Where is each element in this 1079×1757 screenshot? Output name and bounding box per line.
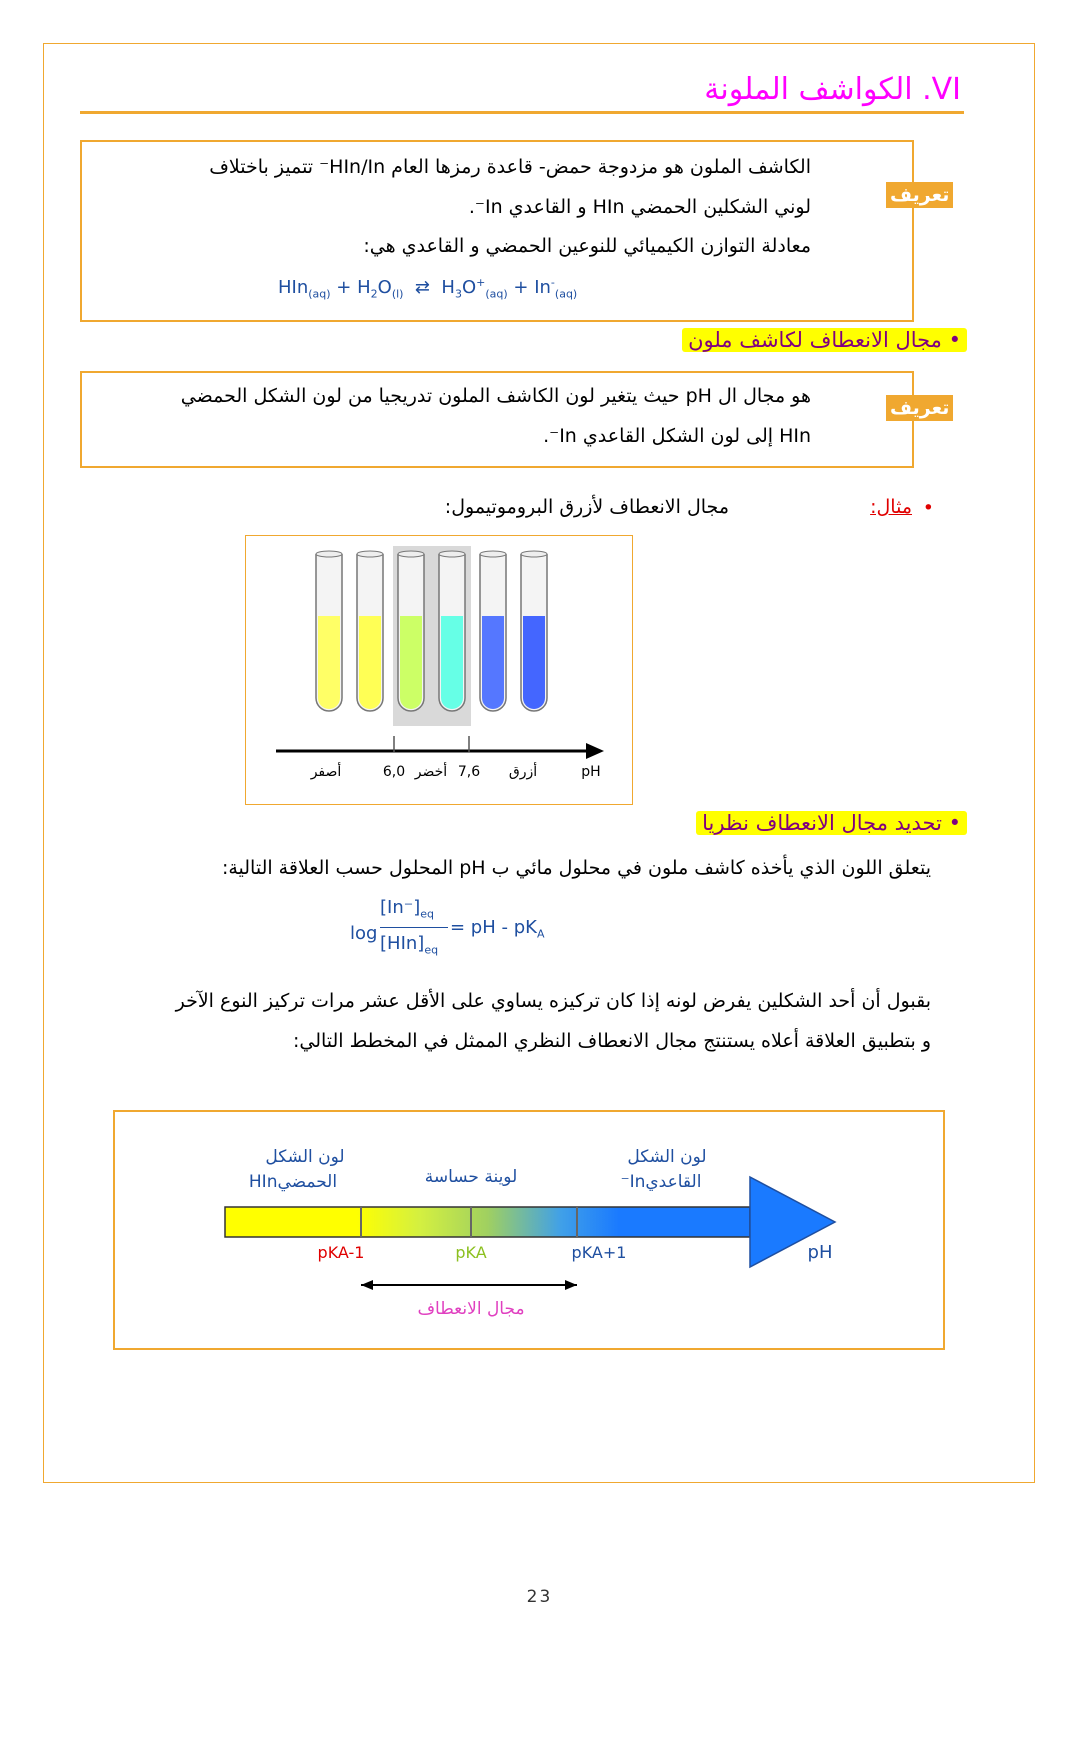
tube-label-blue: أزرق xyxy=(508,764,538,780)
test-tube-6 xyxy=(521,551,547,711)
test-tubes-figure xyxy=(245,535,633,805)
section-heading-transition-range: • مجال الانعطاف لكاشف ملون xyxy=(682,328,967,352)
ph-label: pH xyxy=(807,1242,833,1263)
example-text: مجال الانعطاف لأزرق البروموتيمول: xyxy=(444,496,729,518)
test-tube-5 xyxy=(480,551,506,711)
log-formula xyxy=(350,893,550,973)
def1-line2: لوني الشكلين الحمضي HIn و القاعدي In⁻. xyxy=(468,196,811,218)
sensitive-tint-label: لوينة حساسة xyxy=(424,1167,518,1187)
example-label: مثال: xyxy=(870,496,912,518)
pka-label: pKA xyxy=(455,1243,487,1262)
test-tube-3 xyxy=(398,551,424,711)
acid-label-line1: لون الشكل xyxy=(265,1147,345,1167)
ph-axis-arrow xyxy=(586,743,604,759)
pka-plus-label: pKA+1 xyxy=(571,1243,627,1262)
tube-rim xyxy=(316,551,342,557)
section-heading-theoretical-range: • تحديد مجال الانعطاف نظريا xyxy=(696,811,967,835)
def2-line2: HIn إلى لون الشكل القاعدي In⁻. xyxy=(543,425,811,447)
tube-liquid xyxy=(318,616,340,709)
acid-label-line2: الحمضيHIn xyxy=(248,1172,338,1192)
ph-scale-bar xyxy=(225,1207,750,1237)
tube-rim xyxy=(480,551,506,557)
tube-rim xyxy=(521,551,547,557)
test-tube-2 xyxy=(357,551,383,711)
tube-label-yellow: أصفر xyxy=(310,764,342,780)
tube-liquid xyxy=(523,616,545,709)
paragraph-application: و بتطبيق العلاقة أعلاه يستنتج مجال الانعطاف النظري الممثل في المخطط التالي: xyxy=(292,1030,931,1052)
ph-scale-diagram xyxy=(113,1110,945,1350)
tube-rim xyxy=(398,551,424,557)
tube-label-7-6: 7,6 xyxy=(457,764,481,780)
tube-liquid xyxy=(359,616,381,709)
paragraph-assumption: بقبول أن أحد الشكلين يفرض لونه إذا كان تركيزه يساوي على الأقل عشر مرات تركيز النوع الآخر xyxy=(175,990,931,1012)
test-tube-1 xyxy=(316,551,342,711)
tube-liquid xyxy=(400,616,422,709)
formula-rhs: = pH - $pK_A$ xyxy=(450,917,545,941)
example-bullet: • xyxy=(922,497,934,519)
tube-rim xyxy=(357,551,383,557)
tube-liquid xyxy=(482,616,504,709)
definition-badge-1: تعريف xyxy=(886,182,953,208)
tube-label-ph: pH xyxy=(581,764,601,780)
equilibrium-equation: $HIn_{(aq)} + H_2O_{(l)}$ ⇄ $H_3O^+_{(aq)} + In^-_{(aq)}$ xyxy=(278,276,578,301)
def1-line1: الكاشف الملون هو مزدوجة حمض- قاعدة رمزها العام HIn/In⁻ تتميز باختلاف xyxy=(209,156,811,178)
title-underline xyxy=(80,111,964,114)
page-number: 23 xyxy=(526,1587,553,1607)
formula-denominator: $[HIn]_{eq}$ xyxy=(380,933,439,957)
base-label-line2: القاعديIn⁻ xyxy=(620,1172,702,1192)
formula-fraction-bar xyxy=(380,927,448,928)
base-label-line1: لون الشكل xyxy=(627,1147,707,1167)
transition-range-label: مجال الانعطاف xyxy=(417,1299,525,1319)
tube-liquid xyxy=(441,616,463,709)
pka-minus-label: pKA-1 xyxy=(317,1243,365,1262)
definition-badge-2: تعريف xyxy=(886,395,953,421)
paragraph-relation: يتعلق اللون الذي يأخذه كاشف ملون في محلول مائي ب pH المحلول حسب العلاقة التالية: xyxy=(221,857,931,879)
test-tubes-svg xyxy=(246,536,632,804)
formula-log: log xyxy=(350,923,378,944)
tube-rim xyxy=(439,551,465,557)
def2-line1: هو مجال ال pH حيث يتغير لون الكاشف الملون تدريجيا من لون الشكل الحمضي xyxy=(180,385,811,407)
formula-numerator: $[In^-]_{eq}$ xyxy=(380,897,435,921)
tube-label-6: 6,0 xyxy=(382,764,406,780)
test-tube-4 xyxy=(439,551,465,711)
tube-label-green: أخضر xyxy=(414,764,448,780)
page-title: VI. الكواشف الملونة xyxy=(704,72,961,107)
ph-scale-svg xyxy=(115,1112,943,1348)
def1-line3: معادلة التوازن الكيميائي للنوعين الحمضي و القاعدي هي: xyxy=(363,235,811,257)
